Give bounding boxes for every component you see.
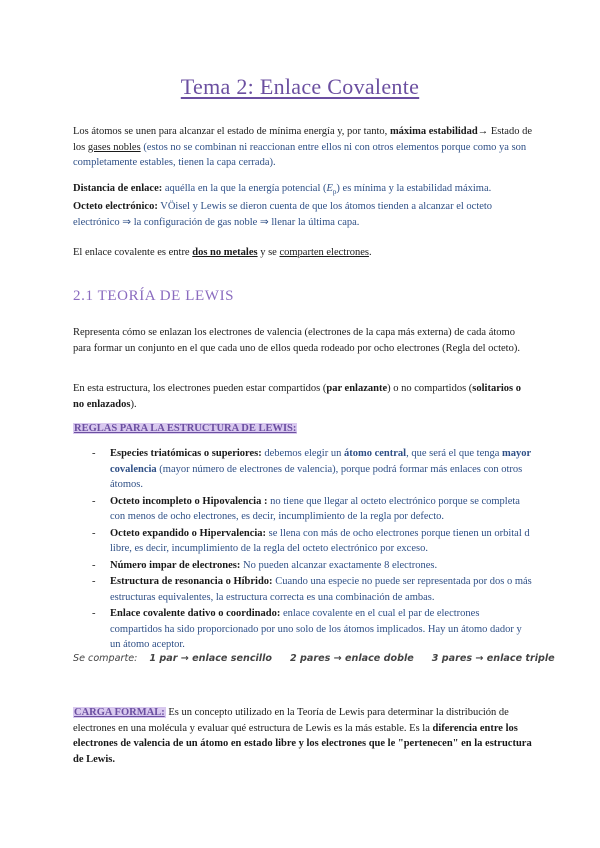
- covalente-bold: dos no metales: [192, 247, 258, 258]
- list-dash: -: [92, 608, 96, 619]
- page-title: Tema 2: Enlace Covalente: [180, 74, 420, 99]
- rule-bold: mayor covalencia: [110, 448, 531, 475]
- rules-header: [73, 421, 533, 437]
- rule-label: Número impar de electrones:: [110, 559, 241, 571]
- rule-label: Octeto incompleto o Hipovalencia :: [110, 495, 268, 507]
- shared-pairs-line: [73, 653, 555, 664]
- rule-text: no tiene que llegar al octeto electrónico porque se completa con menos de ocho electrones, es decir, incumplimiento de la regla por defecto.: [110, 495, 520, 522]
- covalente-text-3: .: [368, 247, 372, 258]
- lewis-paragraph-2: [73, 381, 533, 412]
- distancia-text-a: aquélla en la que la energía potencial (: [162, 183, 327, 194]
- lewis-p2-bold-2: solitarios o no enlazados: [73, 383, 522, 410]
- intro-note: (estos no se combinan ni reaccionan entre ellos ni con otros elementos porque como ya son completamente estables, tienen la capa cerrada).: [73, 141, 527, 168]
- rule-text: se llena con más de ocho electrones porque tienen un orbital d libre, es decir, incumplimiento de la regla del octeto electrónico por exceso.: [110, 527, 530, 554]
- list-item: [92, 558, 532, 574]
- list-dash: -: [92, 576, 96, 587]
- octeto-paragraph: [73, 199, 533, 230]
- rules-list: [92, 446, 532, 654]
- rules-header-text: REGLAS PARA LA ESTRUCTURA DE LEWIS:: [74, 423, 297, 434]
- carga-formal-bold: diferencia entre los electrones de valencia de un átomo en estado libre y los electrones que le "pertenecen" en la estructura de Lewis.: [73, 722, 532, 765]
- rule-label: Octeto expandido o Hipervalencia:: [110, 527, 267, 539]
- carga-formal-label: CARGA FORMAL:: [74, 707, 165, 718]
- rule-text: Cuando una especie no puede ser representada por dos o más estructuras equivalentes, la estructura correcta es una combinación de ambas.: [110, 576, 532, 603]
- distancia-ep: E: [326, 183, 333, 194]
- intro-text: Los átomos se unen para alcanzar el estado de mínima energía y, por tanto,: [73, 126, 390, 137]
- covalente-text-2: y se: [257, 247, 280, 258]
- lewis-p2-bold: par enlazante: [326, 383, 388, 394]
- covalente-paragraph: [73, 245, 533, 261]
- shared-pairs-label: Se comparte:: [73, 653, 138, 664]
- shared-pairs-double: 2 pares → enlace doble: [289, 653, 414, 664]
- intro-paragraph: [73, 124, 533, 171]
- distancia-label: Distancia de enlace:: [73, 183, 163, 194]
- octeto-label: Octeto electrónico:: [73, 201, 158, 212]
- list-dash: -: [92, 559, 96, 571]
- lewis-p2-text: En esta estructura, los electrones pueden estar compartidos (: [73, 383, 327, 394]
- shared-pairs-triple: 3 pares → enlace triple: [431, 653, 555, 664]
- distancia-ep-sub: p: [332, 188, 337, 197]
- lewis-p2-text-3: ).: [130, 398, 137, 410]
- rule-text: , que será el que tenga: [406, 448, 503, 459]
- rule-label: Enlace covalente dativo o coordinado:: [110, 608, 281, 619]
- lewis-p2-text-2: ) o no compartidos (: [387, 383, 473, 394]
- list-item: [92, 446, 532, 493]
- rule-label: Especies triatómicas o superiores:: [110, 448, 262, 459]
- list-item: [92, 494, 532, 525]
- rule-text: debemos elegir un: [261, 448, 344, 459]
- list-dash: -: [92, 495, 96, 507]
- section-title: 2.1 TEORÍA DE LEWIS: [73, 288, 235, 304]
- list-item: [92, 574, 532, 605]
- rule-text: enlace covalente en el cual el par de electrones compartidos ha sido proporcionado por uno solo de los átomos implicados. Hay un átomo dador y un átomo aceptor.: [110, 608, 522, 650]
- carga-formal-text: Es un concepto utilizado en la Teoría de Lewis para determinar la distribución de electrones en una molécula y evaluar qué estructura de Lewis es la más estable. Es la: [73, 707, 509, 734]
- list-dash: -: [92, 527, 96, 539]
- distancia-text-b: ) es mínima y la estabilidad máxima.: [336, 183, 492, 194]
- covalente-underline: comparten electrones: [279, 247, 369, 258]
- covalente-text: El enlace covalente es entre: [73, 247, 193, 258]
- distancia-paragraph: [73, 181, 533, 201]
- octeto-text: VÖisel y Lewis se dieron cuenta de que los átomos tienden a alcanzar el octeto electrónico ⇒ la configuración de gas noble ⇒ llenar la última capa.: [73, 201, 493, 228]
- shared-pairs-single: 1 par → enlace sencillo: [149, 653, 272, 664]
- rule-text: No pueden alcanzar exactamente 8 electrones.: [240, 559, 438, 571]
- rule-text: (mayor número de electrones de valencia), porque podrá formar más enlaces con otros átomos.: [110, 463, 523, 490]
- list-item: [92, 606, 532, 653]
- intro-text-2: → Estado de los: [73, 126, 532, 153]
- rule-bold: átomo central: [343, 448, 407, 459]
- lewis-paragraph-1: Representa cómo se enlazan los electrones de valencia (electrones de la capa más externa) de cada átomo para formar un conjunto en el que cada uno de ellos queda rodeado por ocho electrones (Regla del octeto).: [73, 327, 520, 354]
- list-dash: -: [92, 448, 96, 459]
- rule-label: Estructura de resonancia o Híbrido:: [110, 576, 273, 587]
- intro-bold: máxima estabilidad: [389, 126, 478, 137]
- carga-formal-paragraph: [73, 705, 533, 767]
- gases-nobles-text: gases nobles: [87, 141, 141, 153]
- list-item: [92, 526, 532, 557]
